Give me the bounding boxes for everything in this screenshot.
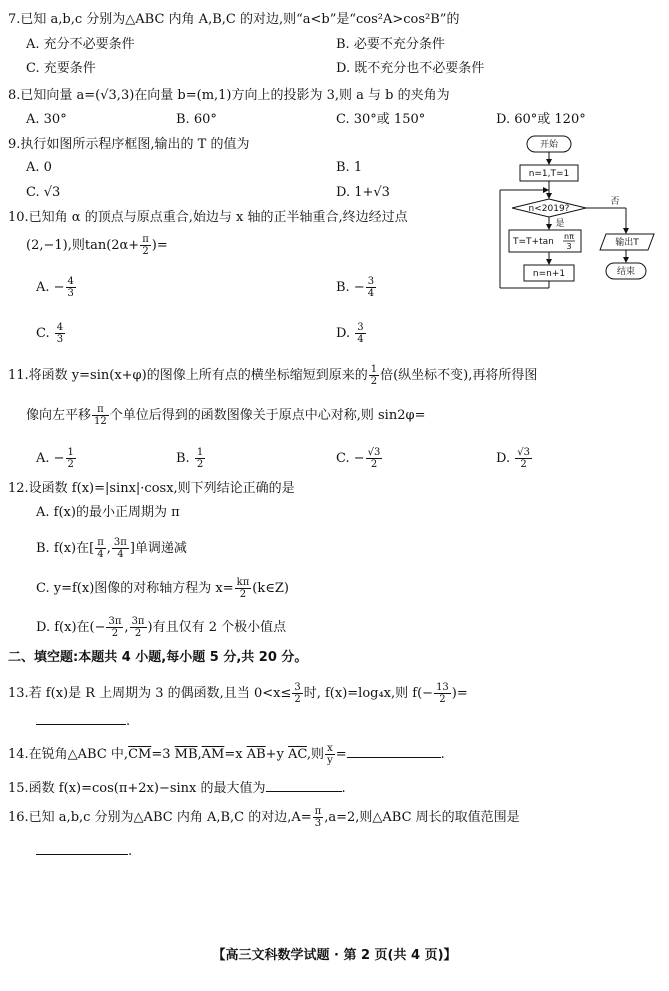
q10-c-den: 3 xyxy=(56,334,64,345)
q14-m3: =x xyxy=(224,747,247,762)
q14-num: x xyxy=(325,743,335,755)
q13-frac2 xyxy=(434,682,451,705)
q12-c-pre: C. y=f(x)图像的对称轴方程为 x= xyxy=(36,581,234,596)
q10-stem-line2 xyxy=(26,234,168,257)
q12-c-post: (k∈Z) xyxy=(252,581,289,596)
q10-stem-pre: (2,−1),则tan(2α+ xyxy=(26,238,140,253)
q11-d-den: 2 xyxy=(520,459,527,470)
q12-d-den1: 2 xyxy=(111,628,119,639)
q10-stem-post: )= xyxy=(151,238,168,253)
q10-a-num: 4 xyxy=(67,276,74,287)
q10-option-d xyxy=(336,322,367,345)
q11-b-fraction xyxy=(195,447,205,470)
q11-stem2-den: 12 xyxy=(94,416,107,427)
q11-d-fraction xyxy=(515,447,532,470)
q13-stem xyxy=(8,682,468,705)
q11-a-pre: A. − xyxy=(36,451,65,466)
q10-d-pre: D. xyxy=(336,326,355,341)
q11-stem1-pre: 11.将函数 y=sin(x+φ)的图像上所有点的横坐标缩短到原来的 xyxy=(8,368,368,383)
q14-m2: , xyxy=(197,747,202,762)
q10-stem-line1: 10.已知角 α 的顶点与原点重合,始边与 x 轴的正半轴重合,终边经过点 xyxy=(8,210,408,225)
q13-answer-blank[interactable] xyxy=(36,712,126,725)
q10-stem-den: 2 xyxy=(142,246,149,257)
flow-update-text: T=T+tan xyxy=(513,237,554,247)
q7-stem: 7.已知 a,b,c 分别为△ABC 内角 A,B,C 的对边,则“a<b”是“cos²A>cos²B”的 xyxy=(8,12,460,27)
q9-option-c: C. √3 xyxy=(26,185,61,200)
q14-vec-ac: $\overline{AC}$ xyxy=(288,747,307,762)
q12-b-mid: , xyxy=(106,541,111,556)
q8-option-b: B. 60° xyxy=(176,112,217,127)
q11-option-c xyxy=(336,447,383,470)
q11-c-fraction xyxy=(366,447,383,470)
q13-mid: 时, f(x)=log₄x,则 f(− xyxy=(303,686,434,701)
q14-vec-ab: $\overline{AB}$ xyxy=(246,747,266,762)
q11-stem2-fraction xyxy=(92,404,109,427)
q10-option-a xyxy=(36,276,77,299)
q10-stem-num: π xyxy=(142,234,149,245)
q9-stem: 9.执行如图所示程序框图,输出的 T 的值为 xyxy=(8,137,250,152)
q10-a-fraction xyxy=(66,276,76,299)
q10-d-den: 4 xyxy=(357,334,364,345)
q12-b-den1: 4 xyxy=(97,549,104,560)
q10-d-num: 3 xyxy=(357,322,364,333)
q11-d-pre: D. xyxy=(496,451,515,466)
section-2-heading: 二、填空题:本题共 4 小题,每小题 5 分,共 20 分。 xyxy=(8,650,308,665)
q14-stem xyxy=(8,743,445,766)
q11-a-num: 1 xyxy=(67,447,74,458)
q14-pre: 14.在锐角△ABC 中, xyxy=(8,747,129,762)
q12-d-frac2 xyxy=(130,616,147,639)
q10-c-pre: C. xyxy=(36,326,54,341)
q12-b-frac1 xyxy=(95,537,106,560)
q12-b-num1: π xyxy=(97,537,104,548)
q12-c-fraction xyxy=(235,577,252,600)
q14-den: y xyxy=(327,755,333,766)
q8-option-c: C. 30°或 150° xyxy=(336,112,426,127)
q16-pre: 16.已知 a,b,c 分别为△ABC 内角 A,B,C 的对边,A= xyxy=(8,810,312,825)
q15-text: 15.函数 f(x)=cos(π+2x)−sinx 的最大值为 xyxy=(8,781,266,796)
q7-option-d: D. 既不充分也不必要条件 xyxy=(336,61,485,76)
program-flowchart xyxy=(494,132,660,292)
q11-option-b xyxy=(176,447,206,470)
q7-option-a: A. 充分不必要条件 xyxy=(26,37,135,52)
q11-d-num: √3 xyxy=(517,447,530,458)
q10-d-fraction xyxy=(355,322,365,345)
q12-d-den2: 2 xyxy=(134,628,142,639)
q12-c-num: kπ xyxy=(236,577,250,588)
q16-post: ,a=2,则△ABC 周长的取值范围是 xyxy=(324,810,520,825)
flow-no-label: 否 xyxy=(610,197,620,207)
q12-d-num1: 3π xyxy=(108,616,122,627)
flow-decision-text: n<2019? xyxy=(528,204,570,214)
q14-fraction xyxy=(325,743,335,766)
q8-stem: 8.已知向量 a=(√3,3)在向量 b=(m,1)方向上的投影为 3,则 a 与 b 的夹角为 xyxy=(8,88,450,103)
q10-option-c xyxy=(36,322,66,345)
q11-b-num: 1 xyxy=(196,447,204,458)
q11-option-d xyxy=(496,447,533,470)
q12-option-d xyxy=(36,616,286,639)
q11-stem1-fraction xyxy=(369,364,379,387)
q11-stem1-post: 倍(纵坐标不变),再将所得图 xyxy=(380,368,538,383)
flow-increment-text: n=n+1 xyxy=(532,269,566,279)
q11-b-pre: B. xyxy=(176,451,194,466)
q12-c-den: 2 xyxy=(239,589,247,600)
q7-option-b: B. 必要不充分条件 xyxy=(336,37,445,52)
q11-stem-line2 xyxy=(26,404,425,427)
q9-option-b: B. 1 xyxy=(336,160,363,175)
q16-answer-blank[interactable] xyxy=(36,842,128,855)
flow-start-text: 开始 xyxy=(539,140,559,150)
q14-m4: +y xyxy=(265,747,289,762)
q12-b-den2: 4 xyxy=(117,549,124,560)
q12-b-frac2 xyxy=(112,537,129,560)
q13-num2: 13 xyxy=(436,682,449,693)
q13-tail: . xyxy=(126,714,131,729)
q14-m1: =3 xyxy=(151,747,175,762)
q11-stem-line1 xyxy=(8,364,537,387)
flow-init-text: n=1,T=1 xyxy=(528,169,570,179)
flow-output-text: 输出T xyxy=(615,238,639,248)
q12-d-frac1 xyxy=(106,616,123,639)
q15-stem xyxy=(8,779,346,797)
q13-post: )= xyxy=(451,686,468,701)
q12-b-pre: B. f(x)在[ xyxy=(36,541,95,556)
q7-option-c: C. 充要条件 xyxy=(26,61,96,76)
q11-a-den: 2 xyxy=(67,459,74,470)
q11-stem1-num: 1 xyxy=(370,364,378,375)
q14-answer-blank[interactable] xyxy=(347,745,441,758)
q10-b-pre: B. − xyxy=(336,280,365,295)
q14-post: = xyxy=(335,747,347,762)
q12-option-a: A. f(x)的最小正周期为 π xyxy=(36,505,180,520)
q10-a-den: 3 xyxy=(67,288,74,299)
q11-b-den: 2 xyxy=(196,459,204,470)
page-footer: 【高三文科数学试题 · 第 2 页(共 4 页)】 xyxy=(212,948,457,963)
q15-tail: . xyxy=(341,781,346,796)
q13-frac1 xyxy=(292,682,302,705)
q12-stem: 12.设函数 f(x)=|sinx|·cosx,则下列结论正确的是 xyxy=(8,481,295,496)
q11-a-fraction xyxy=(66,447,76,470)
q16-fraction xyxy=(313,806,324,829)
q9-option-a: A. 0 xyxy=(26,160,52,175)
q13-num1: 3 xyxy=(294,682,301,693)
q11-c-pre: C. − xyxy=(336,451,365,466)
q10-b-fraction xyxy=(366,276,376,299)
q12-b-post: ]单调递减 xyxy=(129,541,187,556)
q13-den2: 2 xyxy=(439,694,446,705)
q16-tail: . xyxy=(128,844,133,859)
q12-d-num2: 3π xyxy=(131,616,145,627)
q16-stem xyxy=(8,806,520,829)
q12-d-post: )有且仅有 2 个极小值点 xyxy=(147,620,287,635)
q16-answer-line xyxy=(36,842,132,860)
q11-stem1-den: 2 xyxy=(370,376,378,387)
q10-option-b xyxy=(336,276,377,299)
flow-update-den: 3 xyxy=(566,242,572,251)
q13-answer-line xyxy=(36,712,130,730)
q15-answer-blank[interactable] xyxy=(266,779,342,792)
q11-c-num: √3 xyxy=(367,447,381,458)
q14-vec-am: $\overline{AM}$ xyxy=(201,747,225,762)
q10-b-num: 3 xyxy=(367,276,375,287)
q11-stem2-num: π xyxy=(92,404,109,416)
q10-b-den: 4 xyxy=(367,288,375,299)
q11-option-a xyxy=(36,447,77,470)
q10-c-num: 4 xyxy=(56,322,64,333)
q12-d-mid: , xyxy=(124,620,129,635)
q12-d-pre: D. f(x)在(− xyxy=(36,620,106,635)
flow-update-num: nπ xyxy=(564,232,574,241)
q16-den: 3 xyxy=(314,818,322,829)
q13-pre: 13.若 f(x)是 R 上周期为 3 的偶函数,且当 0<x≤ xyxy=(8,686,292,701)
q16-num: π xyxy=(314,806,322,817)
flow-end-text: 结束 xyxy=(616,267,636,277)
q14-vec-mb: $\overline{MB}$ xyxy=(174,747,198,762)
q12-option-c xyxy=(36,577,289,600)
q12-b-num2: 3π xyxy=(113,537,127,548)
q9-option-d: D. 1+√3 xyxy=(336,185,390,200)
q8-option-d: D. 60°或 120° xyxy=(496,112,586,127)
q10-c-fraction xyxy=(55,322,65,345)
q14-vec-cm: $\overline{CM}$ xyxy=(128,747,152,762)
q13-den1: 2 xyxy=(294,694,301,705)
q14-m5: ,则 xyxy=(306,747,325,762)
flow-yes-label: 是 xyxy=(555,219,565,229)
q14-tail: . xyxy=(440,747,445,762)
q11-c-den: 2 xyxy=(370,459,378,470)
q11-stem2-post: 个单位后得到的函数图像关于原点中心对称,则 sin2φ= xyxy=(109,408,426,423)
q10-stem-fraction xyxy=(140,234,151,257)
q12-option-b xyxy=(36,537,187,560)
q11-stem2-pre: 像向左平移 xyxy=(26,408,92,423)
q10-a-pre: A. − xyxy=(36,280,65,295)
q8-option-a: A. 30° xyxy=(26,112,67,127)
